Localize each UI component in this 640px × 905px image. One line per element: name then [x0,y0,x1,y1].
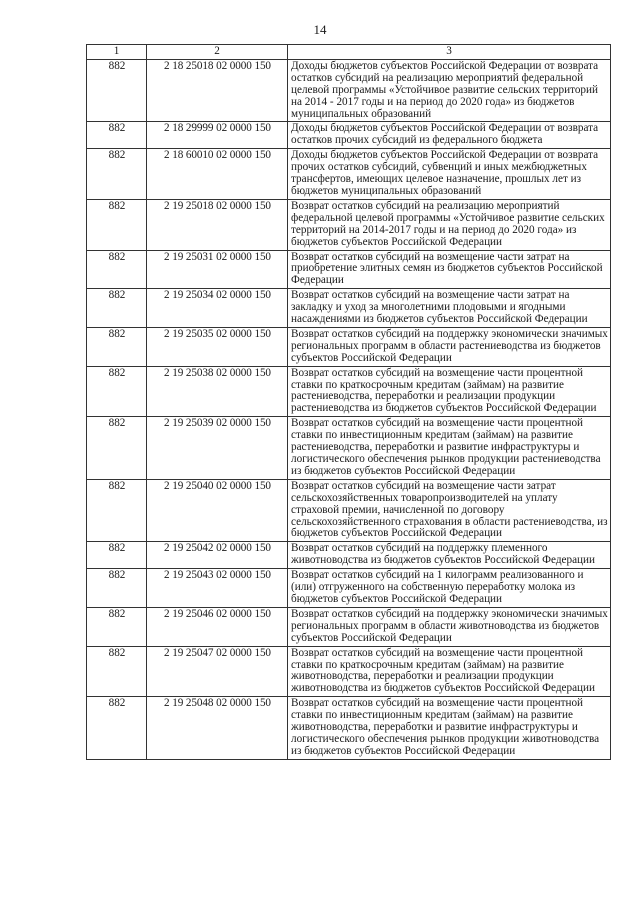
page-number: 14 [313,22,327,37]
revenue-name-cell: Возврат остатков субсидий на поддержку экономически значимых региональных программ в области растениеводства из бюджетов субъектов Российской Федерации [288,327,611,366]
admin-code-cell: 882 [87,366,147,417]
admin-code-cell: 882 [87,479,147,542]
admin-code-cell: 882 [87,122,147,149]
table-row [87,417,611,480]
table-row [87,327,611,366]
revenue-name-cell: Возврат остатков субсидий на возмещение части затрат сельскохозяйственных товаропроизводителей на уплату страховой премии, начисленной по договору сельскохозяйственного страхования в области растениеводства, из бюджетов субъектов Российской Федерации [288,479,611,542]
revenue-name-cell: Возврат остатков субсидий на реализацию мероприятий федеральной целевой программы «Устойчивое развитие сельских территорий на 2014-2017 годы и на период до 2020 года» из бюджетов субъектов Российской Федерации [288,199,611,250]
header-row [87,45,611,60]
table-row [87,199,611,250]
admin-code-cell: 882 [87,417,147,480]
budget-classification-code-cell: 2 18 60010 02 0000 150 [147,149,288,200]
revenue-name-cell: Доходы бюджетов субъектов Российской Федерации от возврата остатков прочих субсидий из федерального бюджета [288,122,611,149]
budget-classification-code-cell: 2 19 25048 02 0000 150 [147,697,288,760]
revenue-name-cell: Возврат остатков субсидий на возмещение части процентной ставки по инвестиционным кредитам (займам) на развитие животноводства, переработки и развитие инфраструктуры и логистического обеспечения рынков продукции животноводства из бюджетов субъектов Российской Федерации [288,697,611,760]
table-row [87,569,611,608]
admin-code-cell: 882 [87,569,147,608]
budget-classification-code-cell: 2 19 25046 02 0000 150 [147,607,288,646]
table-body [87,59,611,759]
revenue-name-cell: Возврат остатков субсидий на возмещение части процентной ставки по краткосрочным кредитам (займам) на развитие животноводства, переработки и реализации продукции животноводства из бюджетов субъектов Российской Федерации [288,646,611,697]
table-row [87,646,611,697]
budget-classification-code-cell: 2 19 25018 02 0000 150 [147,199,288,250]
admin-code-cell: 882 [87,289,147,328]
column-header: 1 [87,45,147,60]
table-row [87,366,611,417]
revenue-name-cell: Возврат остатков субсидий на возмещение части процентной ставки по инвестиционным кредитам (займам) на развитие растениеводства, переработки и развитие инфраструктуры и логистического обеспечения рынков продукции растениеводства из бюджетов субъектов Российской Федерации [288,417,611,480]
budget-classification-code-cell: 2 19 25035 02 0000 150 [147,327,288,366]
admin-code-cell: 882 [87,199,147,250]
admin-code-cell: 882 [87,646,147,697]
column-header: 3 [288,45,611,60]
table-row [87,59,611,122]
budget-classification-code-cell: 2 19 25043 02 0000 150 [147,569,288,608]
revenue-name-cell: Возврат остатков субсидий на поддержку экономически значимых региональных программ в области животноводства из бюджетов субъектов Российской Федерации [288,607,611,646]
admin-code-cell: 882 [87,250,147,289]
column-header: 2 [147,45,288,60]
revenue-name-cell: Возврат остатков субсидий на возмещение части процентной ставки по краткосрочным кредитам (займам) на развитие растениеводства, переработки и реализации продукции растениеводства из бюджетов субъектов Российской Федерации [288,366,611,417]
revenue-name-cell: Возврат остатков субсидий на возмещение части затрат на приобретение элитных семян из бюджетов субъектов Российской Федерации [288,250,611,289]
revenue-name-cell: Возврат остатков субсидий на поддержку племенного животноводства из бюджетов субъектов Российской Федерации [288,542,611,569]
budget-classification-code-cell: 2 19 25040 02 0000 150 [147,479,288,542]
budget-classification-code-cell: 2 19 25039 02 0000 150 [147,417,288,480]
admin-code-cell: 882 [87,697,147,760]
budget-classification-code-cell: 2 19 25047 02 0000 150 [147,646,288,697]
budget-classification-code-cell: 2 19 25031 02 0000 150 [147,250,288,289]
budget-classification-code-cell: 2 19 25034 02 0000 150 [147,289,288,328]
table-row [87,479,611,542]
admin-code-cell: 882 [87,149,147,200]
budget-classification-code-cell: 2 19 25038 02 0000 150 [147,366,288,417]
admin-code-cell: 882 [87,327,147,366]
revenue-codes-table [86,44,611,760]
budget-classification-code-cell: 2 19 25042 02 0000 150 [147,542,288,569]
revenue-name-cell: Возврат остатков субсидий на возмещение части затрат на закладку и уход за многолетними плодовыми и ягодными насаждениями из бюджетов субъектов Российской Федерации [288,289,611,328]
table-row [87,122,611,149]
table-row [87,697,611,760]
table-row [87,289,611,328]
table-row [87,250,611,289]
table-row [87,149,611,200]
admin-code-cell: 882 [87,59,147,122]
budget-classification-code-cell: 2 18 25018 02 0000 150 [147,59,288,122]
revenue-name-cell: Доходы бюджетов субъектов Российской Федерации от возврата прочих остатков субсидий, субвенций и иных межбюджетных трансфертов, имеющих целевое назначение, прошлых лет из бюджетов муниципальных образований [288,149,611,200]
table-header [87,45,611,60]
admin-code-cell: 882 [87,542,147,569]
admin-code-cell: 882 [87,607,147,646]
table-row [87,542,611,569]
revenue-name-cell: Доходы бюджетов субъектов Российской Федерации от возврата остатков субсидий на реализацию мероприятий федеральной целевой программы «Устойчивое развитие сельских территорий на 2014 - 2017 годы и на период до 2020 года» из бюджетов муниципальных образований [288,59,611,122]
budget-classification-code-cell: 2 18 29999 02 0000 150 [147,122,288,149]
table-row [87,607,611,646]
revenue-name-cell: Возврат остатков субсидий на 1 килограмм реализованного и (или) отгруженного на собственную переработку молока из бюджетов субъектов Российской Федерации [288,569,611,608]
